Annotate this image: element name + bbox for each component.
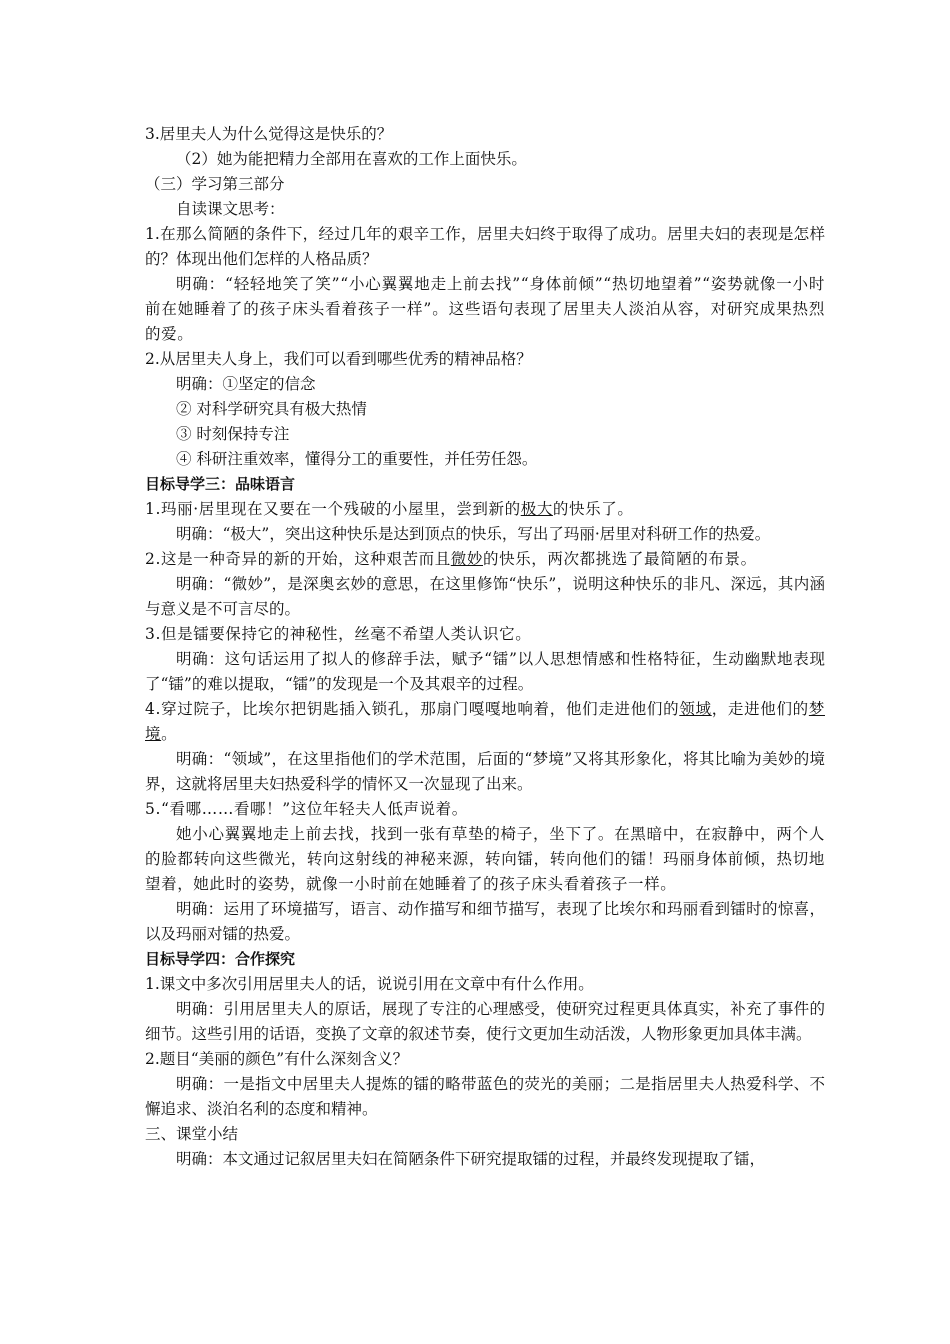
language-question-3: 3.但是镭要保持它的神秘性，丝毫不希望人类认识它。: [145, 625, 532, 643]
section-heading: （三）学习第三部分: [145, 175, 285, 193]
text: ，走进他们的: [711, 700, 809, 718]
question-2: 2.从居里夫人身上，我们可以看到哪些优秀的精神品格？: [145, 350, 532, 368]
underlined-word: 梦境: [145, 700, 825, 743]
goal-heading-3: 目标导学三：品味语言: [145, 475, 296, 493]
summary-answer: 明确：本文通过记叙居里夫妇在简陋条件下研究提取镭的过程，并最终发现提取了镭，: [176, 1150, 766, 1168]
text: 的快乐了。: [552, 500, 634, 518]
explore-answer-1: 明确：引用居里夫人的原话，展现了专注的心理感受，使研究过程更具体真实，补充了事件的细节。这些引用的话语，变换了文章的叙述节奏，使行文更加生动活泼，人物形象更加具体丰满。: [145, 1000, 825, 1043]
language-answer-1: 明确：“极大”，突出这种快乐是达到顶点的快乐，写出了玛丽·居里对科研工作的热爱。: [176, 525, 771, 543]
summary-heading: 三、课堂小结: [145, 1125, 239, 1143]
explore-question-1: 1.课文中多次引用居里夫人的话，说说引用在文章中有什么作用。: [145, 975, 594, 993]
language-answer-2: 明确：“微妙”，是深奥玄妙的意思，在这里修饰“快乐”，说明这种快乐的非凡、深远，其内涵与意义是不可言尽的。: [145, 575, 825, 618]
answer-item: ② 对科学研究具有极大热情: [176, 400, 367, 418]
answer-item: 明确：①坚定的信念: [176, 375, 316, 393]
question-1: 1.在那么简陋的条件下，经过几年的艰辛工作，居里夫妇终于取得了成功。居里夫妇的表现是怎样的？体现出他们怎样的人格品质？: [145, 225, 825, 268]
answer-item: ③ 时刻保持专注: [176, 425, 290, 443]
language-question-4: [145, 697, 825, 747]
explore-answer-2: 明确：一是指文中居里夫人提炼的镭的略带蓝色的荧光的美丽；二是指居里夫人热爱科学、不懈追求、淡泊名利的态度和精神。: [145, 1075, 825, 1118]
language-question-2: [145, 547, 825, 572]
language-question-1: [145, 497, 825, 522]
goal-heading-4: 目标导学四：合作探究: [145, 950, 296, 968]
question-3: 3.居里夫人为什么觉得这是快乐的？: [145, 125, 393, 143]
explore-question-2: 2.题目“美丽的颜色”有什么深刻含义？: [145, 1050, 409, 1068]
language-answer-3: 明确：这句话运用了拟人的修辞手法，赋予“镭”以人思想情感和性格特征，生动幽默地表现了“镭”的难以提取，“镭”的发现是一个及其艰辛的过程。: [145, 650, 825, 693]
underlined-word: 微妙: [450, 550, 483, 568]
text: 1.玛丽·居里现在又要在一个残破的小屋里，尝到新的: [145, 500, 521, 518]
answer-item: ④ 科研注重效率，懂得分工的重要性，并任劳任怨。: [176, 450, 538, 468]
underlined-word: 领域: [679, 700, 712, 718]
instruction: 自读课文思考：: [176, 200, 285, 218]
language-question-5: 5.“看哪……看哪！”这位年轻夫人低声说着。: [145, 800, 468, 818]
answer-1: 明确：“轻轻地笑了笑”“小心翼翼地走上前去找”“身体前倾”“热切地望着”“姿势就像一小时前在她睡着了的孩子床头看着孩子一样”。这些语句表现了居里夫人淡泊从容，对研究成果热烈的爱。: [145, 275, 825, 343]
text: 4.穿过院子，比埃尔把钥匙插入锁孔，那扇门嘎嘎地响着，他们走进他们的: [145, 700, 680, 718]
quoted-passage: 她小心翼翼地走上前去找，找到一张有草垫的椅子，坐下了。在黑暗中，在寂静中，两个人的脸都转向这些微光，转向这射线的神秘来源，转向镭，转向他们的镭！玛丽身体前倾，热切地望着，她此时的姿势，就像一小时前在她睡着了的孩子床头看着孩子一样。: [145, 825, 825, 893]
language-answer-4: 明确：“领域”，在这里指他们的学术范围，后面的“梦境”又将其形象化，将其比喻为美妙的境界，这就将居里夫妇热爱科学的情怀又一次显现了出来。: [145, 750, 825, 793]
language-answer-5: 明确：运用了环境描写，语言、动作描写和细节描写，表现了比埃尔和玛丽看到镭时的惊喜，以及玛丽对镭的热爱。: [145, 900, 825, 943]
underlined-word: 极大: [520, 500, 553, 518]
text: 。: [161, 725, 178, 743]
text: 的快乐，两次都挑选了最简陋的布景。: [483, 550, 757, 568]
answer-line: （2）她为能把精力全部用在喜欢的工作上面快乐。: [176, 150, 527, 168]
document-page: [145, 122, 825, 1172]
text: 2.这是一种奇异的新的开始，这种艰苦而且: [145, 550, 451, 568]
